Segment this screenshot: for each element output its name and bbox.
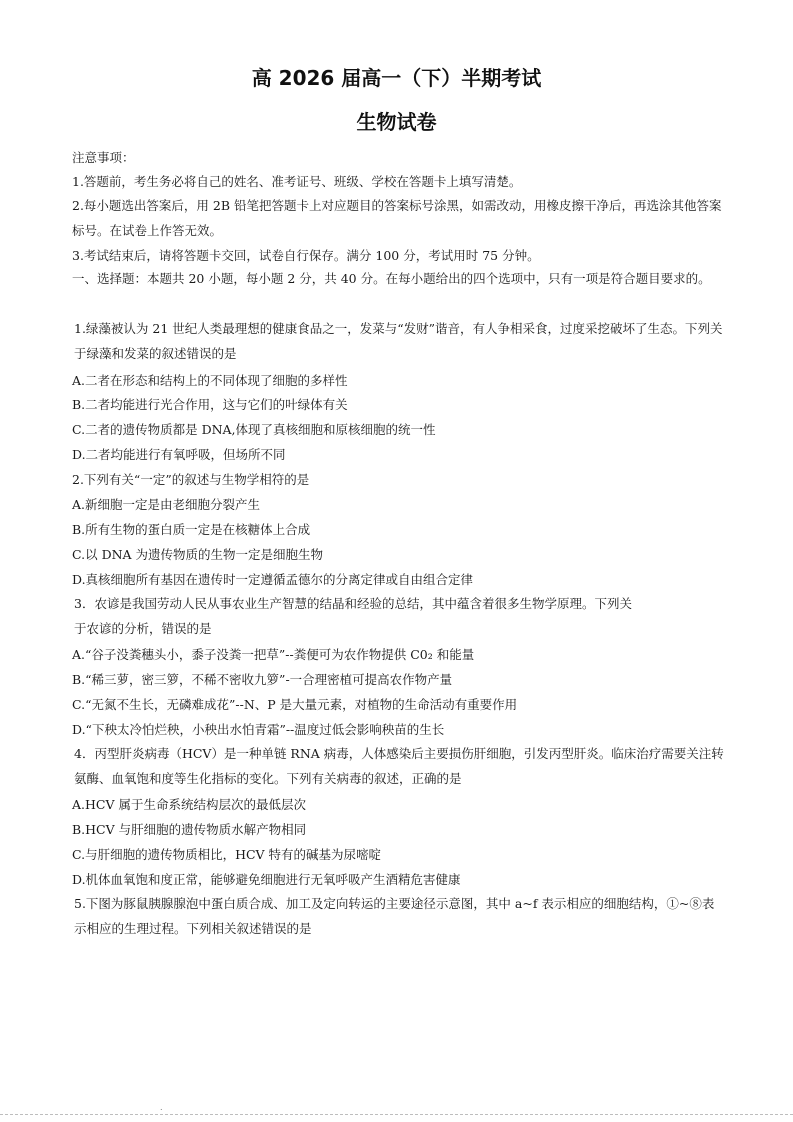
question-option: A.“谷子没粪穗头小，黍子没粪一把草”--粪便可为农作物提供 C0₂ 和能量 <box>72 647 475 662</box>
question-option: B.所有生物的蛋白质一定是在核糖体上合成 <box>72 522 311 537</box>
footer-mark: . <box>160 1103 163 1112</box>
question-option: C.与肝细胞的遗传物质相比，HCV 特有的碱基为尿嘧啶 <box>72 847 382 862</box>
question-stem: 3．农谚是我国劳动人民从事农业生产智慧的结晶和经验的总结，其中蕴含着很多生物学原理。下列关于农谚的分析，错误的是 <box>74 596 632 636</box>
note-item: 3.考试结束后，请将答题卡交回，试卷自行保存。满分 100 分，考试用时 75 分钟。 <box>72 248 540 263</box>
page-footer-divider <box>0 1114 793 1115</box>
question-option: B.“稀三萝，密三箩，不稀不密收九箩”-一合理密植可提高农作物产量 <box>72 672 453 687</box>
question-stem: 1.绿藻被认为 21 世纪人类最理想的健康食品之一，发菜与“发财”谐音，有人争相采食，过度采挖破坏了生态。下列关于绿藻和发菜的叙述错误的是 <box>74 321 723 361</box>
notes-heading: 注意事项： <box>72 150 135 165</box>
question-option: A.二者在形态和结构上的不同体现了细胞的多样性 <box>72 373 348 388</box>
question-option: D.“下秧太冷怕烂秧，小秧出水怕青霜”--温度过低会影响秧苗的生长 <box>72 722 445 737</box>
question-option: C.“无氮不生长，无磷难成花”--N、P 是大量元素，对植物的生命活动有重要作用 <box>72 697 518 712</box>
note-item: 1.答题前，考生务必将自己的姓名、准考证号、班级、学校在答题卡上填写清楚。 <box>72 174 522 189</box>
question-option: A.HCV 属于生命系统结构层次的最低层次 <box>72 797 306 812</box>
question-option: A.新细胞一定是由老细胞分裂产生 <box>72 497 261 512</box>
question-option: B.HCV 与肝细胞的遗传物质水解产物相同 <box>72 822 307 837</box>
question-option: C.二者的遗传物质都是 DNA,体现了真核细胞和原核细胞的统一性 <box>72 422 436 437</box>
question-stem: 2.下列有关“一定”的叙述与生物学相符的是 <box>72 472 310 487</box>
question-option: D.机体血氧饱和度正常，能够避免细胞进行无氧呼吸产生酒精危害健康 <box>72 872 461 887</box>
question-option: C.以 DNA 为遗传物质的生物一定是细胞生物 <box>72 547 324 562</box>
section-heading: 一、选择题：本题共 20 小题，每小题 2 分，共 40 分。在每小题给出的四个选项中，只有一项是符合题目要求的。 <box>72 271 711 286</box>
question-stem: 4．丙型肝炎病毒（HCV）是一种单链 RNA 病毒，人体感染后主要损伤肝细胞，引发丙型肝炎。临床治疗需要关注转氨酶、血氧饱和度等生化指标的变化。下列有关病毒的叙述，正确的是 <box>74 746 724 786</box>
exam-subtitle: 生物试卷 <box>356 110 437 134</box>
question-option: D.真核细胞所有基因在遗传时一定遵循孟德尔的分离定律或自由组合定律 <box>72 572 474 587</box>
question-option: B.二者均能进行光合作用，这与它们的叶绿体有关 <box>72 397 348 412</box>
question-stem: 5.下图为豚鼠胰腺腺泡中蛋白质合成、加工及定向转运的主要途径示意图，其中 a~f 表示相应的细胞结构，①~⑧表示相应的生理过程。下列相关叙述错误的是 <box>74 896 715 936</box>
question-option: D.二者均能进行有氧呼吸，但场所不同 <box>72 447 286 462</box>
exam-title: 高 2026 届高一（下）半期考试 <box>251 66 542 90</box>
note-item: 2.每小题选出答案后，用 2B 铅笔把答题卡上对应题目的答案标号涂黑，如需改动，用橡皮擦干净后，再选涂其他答案标号。在试卷上作答无效。 <box>72 198 722 238</box>
